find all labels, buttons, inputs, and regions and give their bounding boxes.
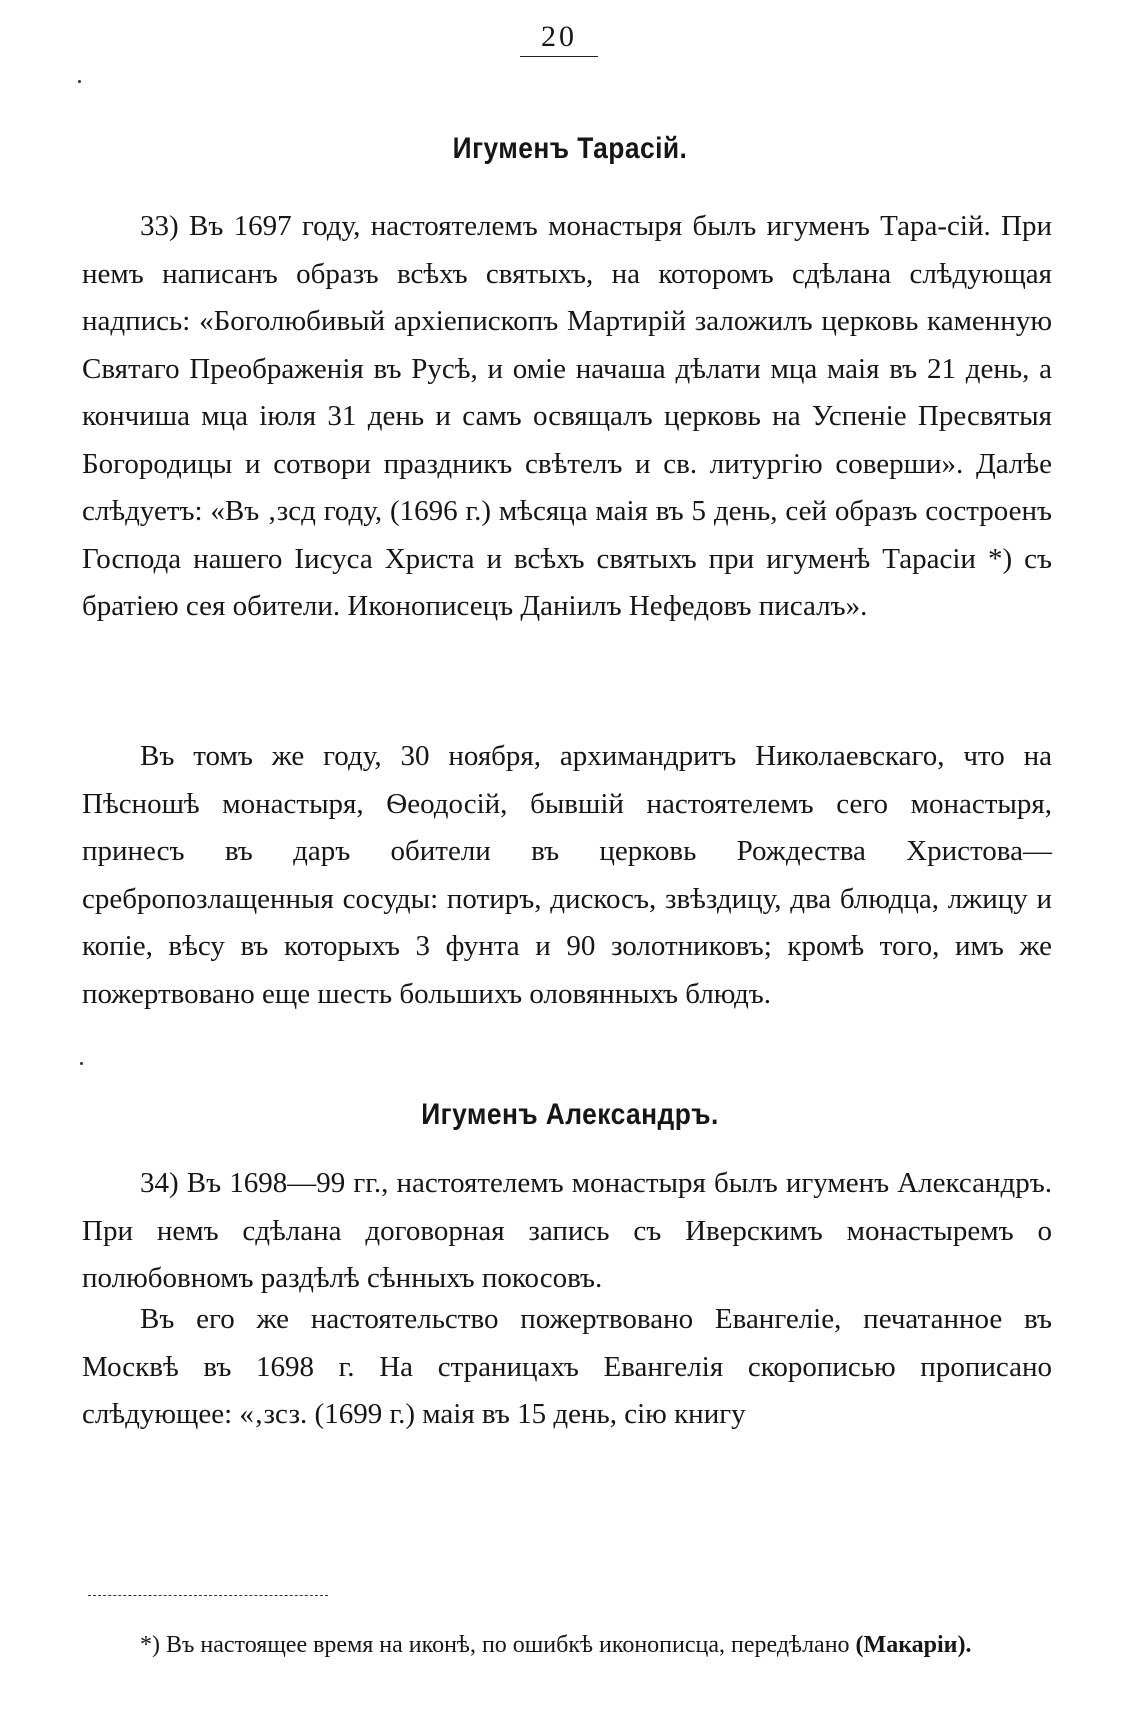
paragraph-33: 33) Въ 1697 году, настоятелемъ монастыря былъ игуменъ Тара-сій. При немъ написанъ образъ всѣхъ святыхъ, на которомъ сдѣлана слѣдующая надпись: «Боголюбивый архіепископъ Мартирій заложилъ церковь каменную Святаго Преображенія въ Русѣ, и оміе начаша дѣлати мца маія въ 21 день, а кончиша мца іюля 31 день и самъ освящалъ церковь на Успеніе Пресвятыя Богородицы и сотвори праздникъ свѣтелъ и св. литургію соверши». Далѣе слѣдуетъ: «Въ ‚зсд году, (1696 г.) мѣсяца маія въ 5 день, сей образъ состроенъ Господа нашего Іисуса Христа и всѣхъ святыхъ при игуменѣ Тарасіи *) съ братіею сея обители. Иконописецъ Даніилъ Нефедовъ писалъ».: [82, 210, 1052, 622]
section-heading-aleksandr: Игуменъ Александръ.: [421, 1098, 719, 1131]
paragraph-vessels-gift: Въ томъ же году, 30 ноября, архимандритъ Николаевскаго, что на Пѣсношѣ монастыря, Ѳеодосій, бывшій настоятелемъ сего монастыря, принесъ въ даръ обители въ церковь Рождества Христова—сребропозлащенныя сосуды: потиръ, дискосъ, звѣздицу, два блюдца, лжицу и копіе, вѣсу въ которыхъ 3 фунта и 90 золотниковъ; кромѣ того, имъ же пожертвовано еще шесть большихъ оловянныхъ блюдъ.: [82, 740, 1052, 1010]
footnote-separator: [88, 1595, 328, 1596]
page-number: 20: [520, 20, 598, 57]
footnote-text: *) Въ настоящее время на иконѣ, по ошибкѣ иконописца, передѣлано: [140, 1632, 850, 1658]
print-speck: [80, 1062, 83, 1065]
footnote-continuation: (Макаріи).: [855, 1632, 972, 1658]
footnote: [82, 1625, 1052, 1665]
paragraph-34: 34) Въ 1698—99 гг., настоятелемъ монастыря былъ игуменъ Александръ. При немъ сдѣлана договорная запись съ Иверскимъ монастыремъ о полюбовномъ раздѣлѣ сѣнныхъ покосовъ.: [82, 1167, 1052, 1294]
paragraph-gospel-gift: Въ его же настоятельство пожертвовано Евангеліе, печатанное въ Москвѣ въ 1698 г. На страницахъ Евангелія скорописью прописано слѣдующее: «‚зсз. (1699 г.) маія въ 15 день, сію книгу: [82, 1303, 1052, 1430]
section-heading-tarasiy: Игуменъ Тарасій.: [452, 132, 688, 165]
print-speck: [78, 80, 81, 83]
